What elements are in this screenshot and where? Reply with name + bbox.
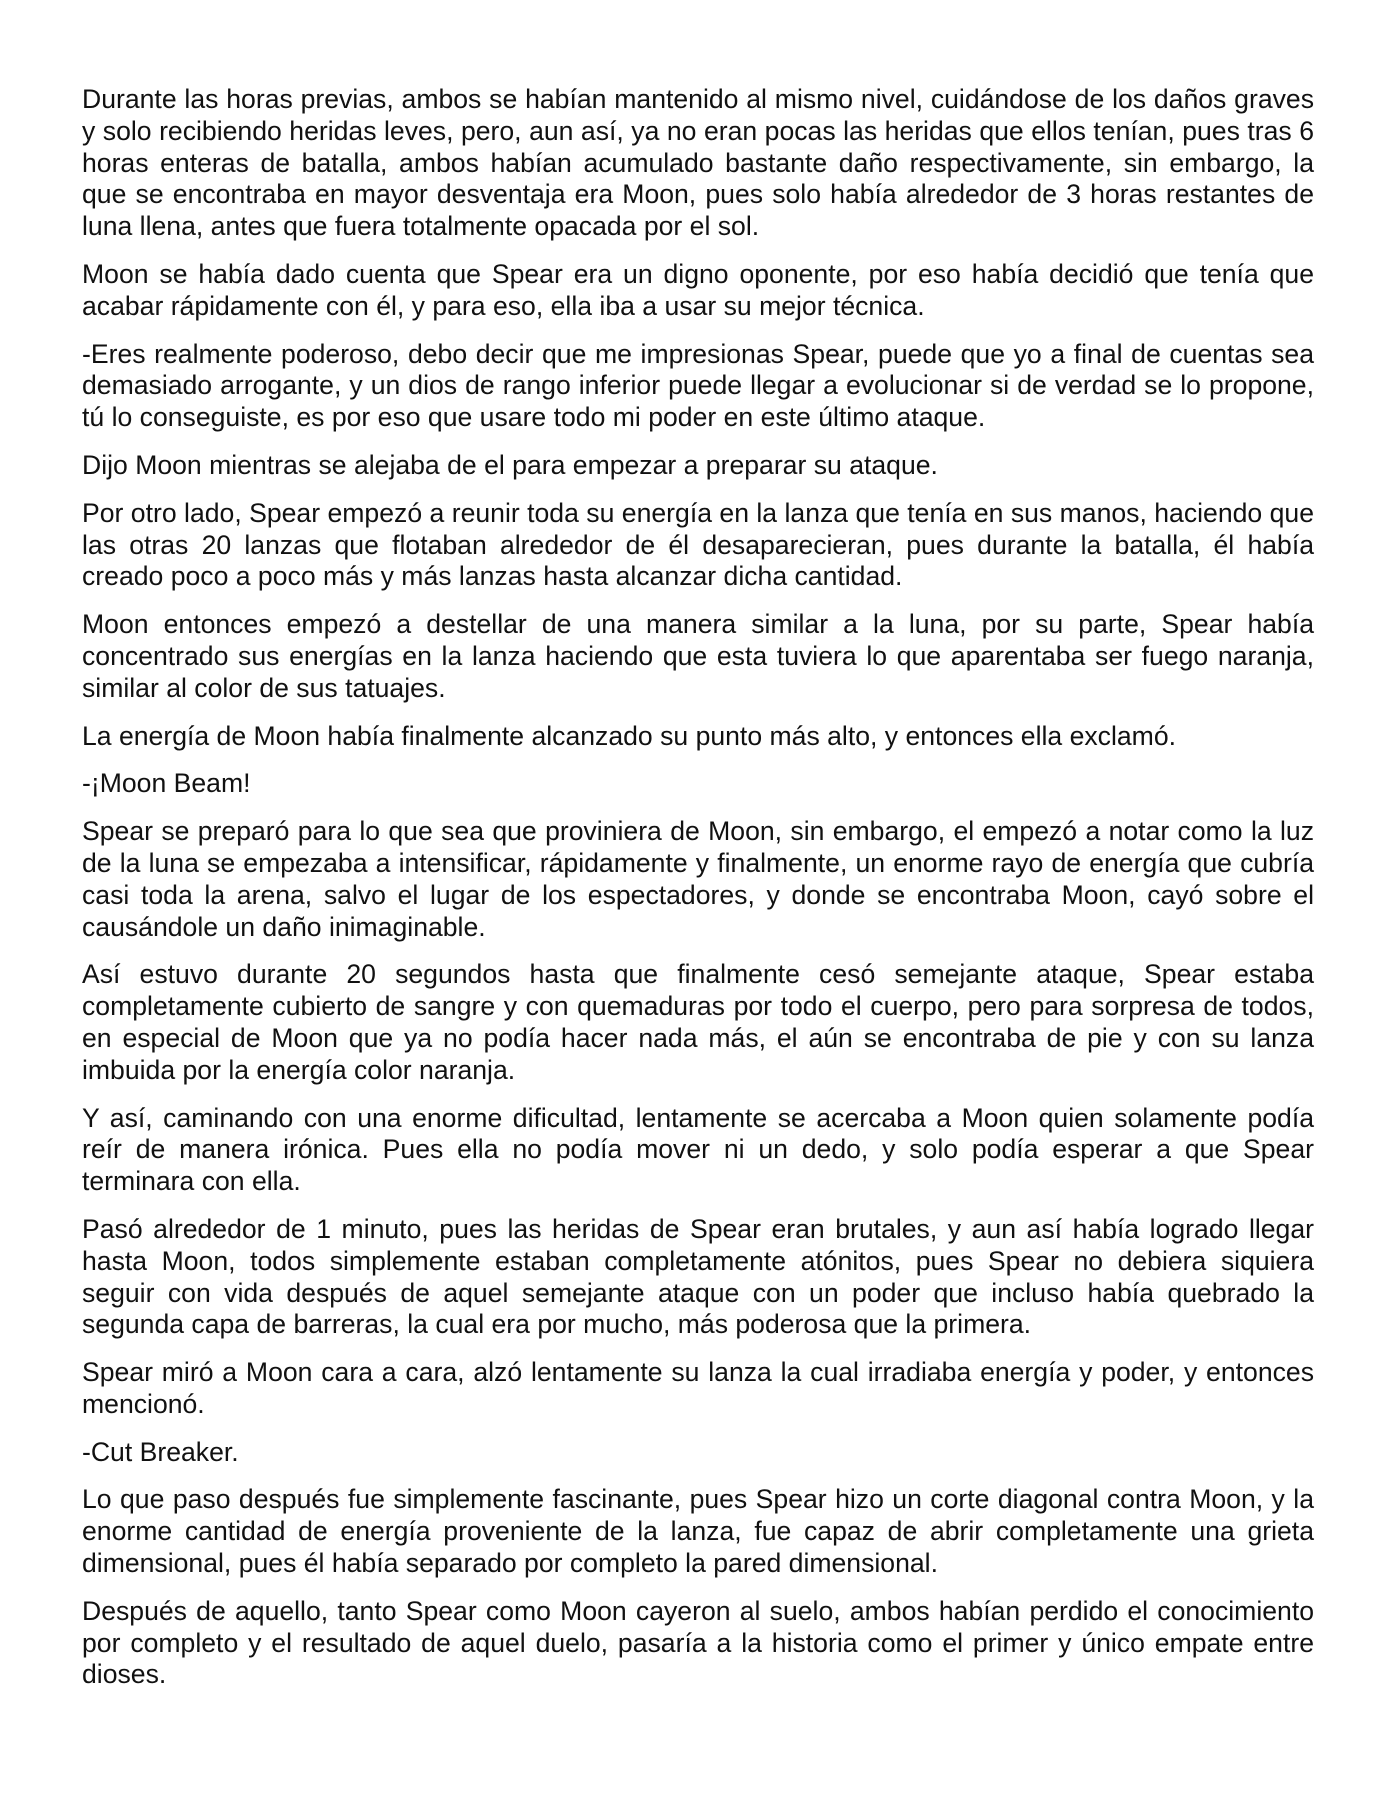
paragraph-3: -Eres realmente poderoso, debo decir que me impresionas Spear, puede que yo a final de cuentas sea demasiado arrogante, y un dios de rango inferior puede llegar a evolucionar si de verdad se lo propone, tú lo conseguiste, es por eso que usare todo mi poder en este último ataque.: [82, 338, 1314, 433]
paragraph-7: La energía de Moon había finalmente alcanzado su punto más alto, y entonces ella exclamó.: [82, 720, 1176, 751]
paragraph-4: Dijo Moon mientras se alejaba de el para empezar a preparar su ataque.: [82, 449, 938, 480]
paragraph-2: Moon se había dado cuenta que Spear era un digno oponente, por eso había decidió que tenía que acabar rápidamente con él, y para eso, ella iba a usar su mejor técnica.: [82, 258, 1314, 321]
paragraph-10: Así estuvo durante 20 segundos hasta que finalmente cesó semejante ataque, Spear estaba completamente cubierto de sangre y con quemaduras por todo el cuerpo, pero para sorpresa de todos, en especial de Moon que ya no podía hacer nada más, el aún se encontraba de pie y con su lanza imbuida por la energía color naranja.: [82, 959, 1314, 1085]
paragraph-8: -¡Moon Beam!: [82, 768, 251, 799]
paragraph-5: Por otro lado, Spear empezó a reunir toda su energía en la lanza que tenía en sus manos, haciendo que las otras 20 lanzas que flotaban alrededor de él desaparecieran, pues durante la batalla, él había creado poco a poco más y más lanzas hasta alcanzar dicha cantidad.: [82, 497, 1314, 592]
paragraph-12: Pasó alrededor de 1 minuto, pues las heridas de Spear eran brutales, y aun así había logrado llegar hasta Moon, todos simplemente estaban completamente atónitos, pues Spear no debiera siquiera seguir con vida después de aquel semejante ataque con un poder que incluso había quebrado la segunda capa de barreras, la cual era por mucho, más poderosa que la primera.: [82, 1213, 1314, 1340]
document-body: [82, 84, 1314, 1707]
paragraph-11: Y así, caminando con una enorme dificultad, lentamente se acercaba a Moon quien solamente podía reír de manera irónica. Pues ella no podía mover ni un dedo, y solo podía esperar a que Spear terminara con ella.: [82, 1102, 1314, 1197]
paragraph-6: Moon entonces empezó a destellar de una manera similar a la luna, por su parte, Spear había concentrado sus energías en la lanza haciendo que esta tuviera lo que aparentaba ser fuego naranja, similar al color de sus tatuajes.: [82, 609, 1314, 703]
paragraph-15: Lo que paso después fue simplemente fascinante, pues Spear hizo un corte diagonal contra Moon, y la enorme cantidad de energía proveniente de la lanza, fue capaz de abrir completamente una grieta dimensional, pues él había separado por completo la pared dimensional.: [82, 1484, 1314, 1579]
paragraph-13: Spear miró a Moon cara a cara, alzó lentamente su lanza la cual irradiaba energía y poder, y entonces mencionó.: [82, 1357, 1314, 1419]
paragraph-1: Durante las horas previas, ambos se habían mantenido al mismo nivel, cuidándose de los daños graves y solo recibiendo heridas leves, pero, aun así, ya no eran pocas las heridas que ellos tenían, pues tras 6 horas enteras de batalla, ambos habían acumulado bastante daño respectivamente, sin embargo, la que se encontraba en mayor desventaja era Moon, pues solo había alrededor de 3 horas restantes de luna llena, antes que fuera totalmente opacada por el sol.: [82, 84, 1314, 242]
paragraph-14: -Cut Breaker.: [82, 1436, 239, 1467]
paragraph-9: Spear se preparó para lo que sea que proviniera de Moon, sin embargo, el empezó a notar como la luz de la luna se empezaba a intensificar, rápidamente y finalmente, un enorme rayo de energía que cubría casi toda la arena, salvo el lugar de los espectadores, y donde se encontraba Moon, cayó sobre el causándole un daño inimaginable.: [82, 816, 1314, 942]
paragraph-16: Después de aquello, tanto Spear como Moon cayeron al suelo, ambos habían perdido el conocimiento por completo y el resultado de aquel duelo, pasaría a la historia como el primer y único empate entre dioses.: [82, 1595, 1314, 1690]
